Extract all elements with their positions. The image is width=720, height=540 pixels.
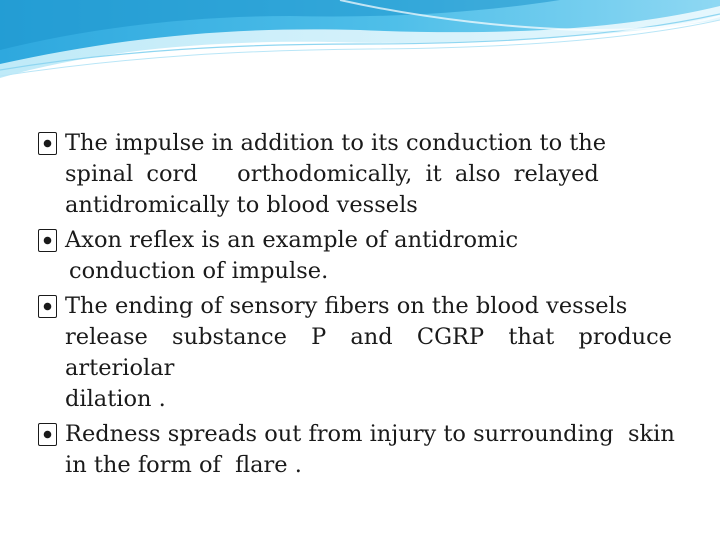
bullet-line: spinal cord orthodomically, it also relayed <box>65 161 599 187</box>
bullet-line: dilation . <box>65 386 166 412</box>
boxed-dot-bullet-icon <box>38 295 57 318</box>
boxed-dot-bullet-icon <box>38 423 57 446</box>
bullet-line: conduction of impulse. <box>69 258 329 284</box>
bullet-line: The ending of sensory fibers on the blood vessels <box>65 293 628 319</box>
boxed-dot-bullet-icon <box>38 229 57 252</box>
bullet-item <box>38 128 672 221</box>
bullet-item <box>38 291 672 415</box>
bullet-line: in the form of flare . <box>65 452 302 478</box>
bullet-item <box>38 225 672 287</box>
slide-body <box>38 128 675 485</box>
bullet-line: antidromically to blood vessels <box>65 192 418 218</box>
header-wave-decoration <box>0 0 720 90</box>
bullet-line: Redness spreads out from injury to surrounding skin <box>65 421 675 447</box>
bullet-item <box>38 419 675 481</box>
bullet-line: Axon reflex is an example of antidromic <box>65 227 519 253</box>
boxed-dot-bullet-icon <box>38 132 57 155</box>
bullet-line: The impulse in addition to its conduction to the <box>65 130 607 156</box>
bullet-line: release substance P and CGRP that produce arteriolar <box>65 324 672 381</box>
